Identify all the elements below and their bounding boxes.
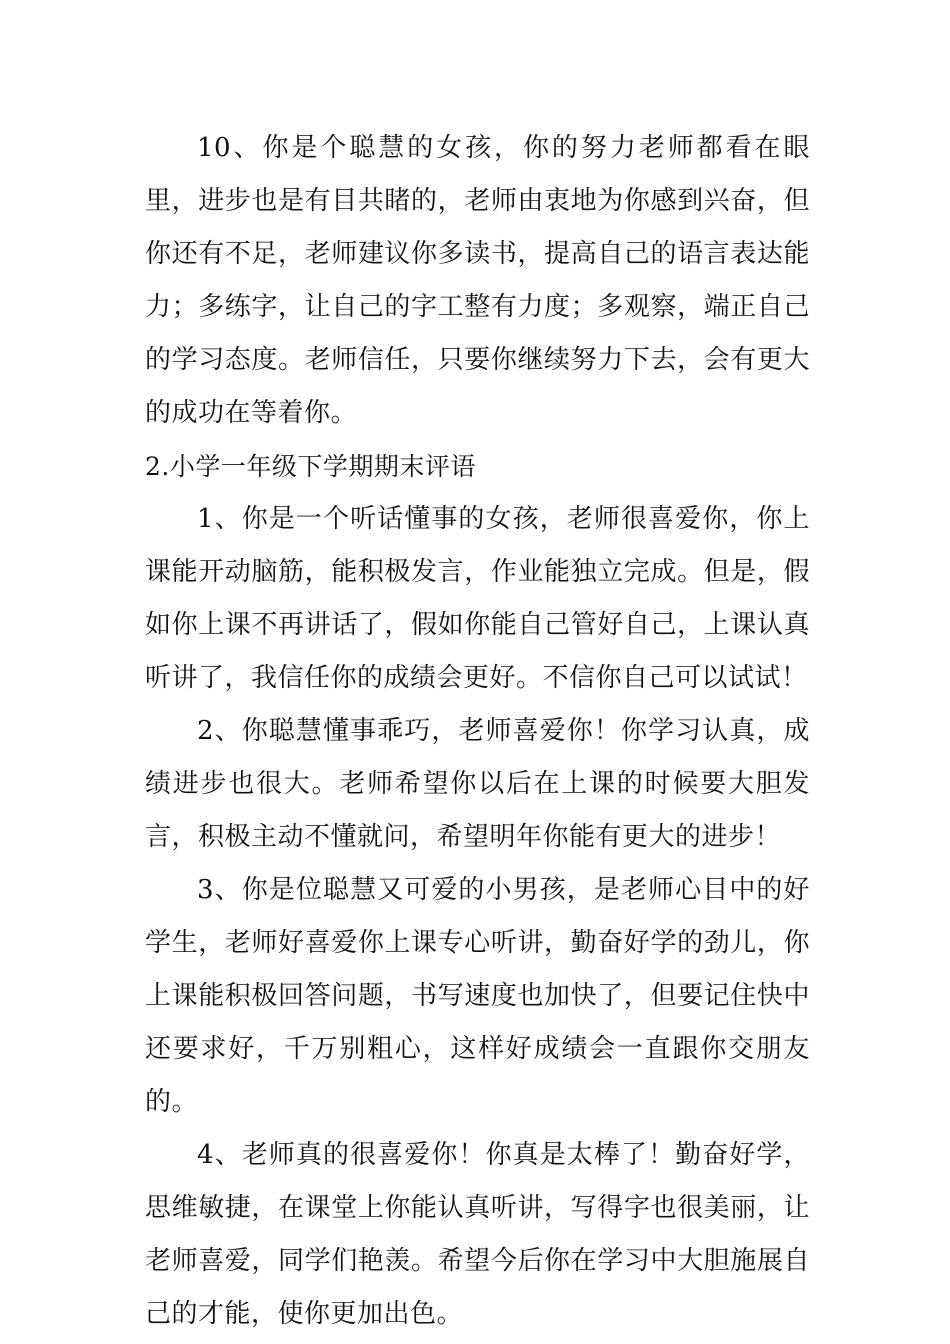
comment-paragraph-4: 4、老师真的很喜爱你！你真是太棒了！勤奋好学，思维敏捷，在课堂上你能认真听讲，写得字也很美丽，让老师喜爱，同学们艳羡。希望今后你在学习中大胆施展自己的才能，使你更加出色。 <box>145 1140 810 1329</box>
comment-paragraph-2: 2、你聪慧懂事乖巧，老师喜爱你！你学习认真，成绩进步也很大。老师希望你以后在上课的时候要大胆发言，积极主动不懂就问，希望明年你能有更大的进步！ <box>145 716 810 852</box>
comment-paragraph-3: 3、你是位聪慧又可爱的小男孩，是老师心目中的好学生，老师好喜爱你上课专心听讲，勤奋好学的劲儿，你上课能积极回答问题，书写速度也加快了，但要记住快中还要求好，千万别粗心，这样好成绩会一直跟你交朋友的。 <box>145 875 810 1117</box>
comment-paragraph-10: 10、你是个聪慧的女孩，你的努力老师都看在眼里，进步也是有目共睹的，老师由衷地为你感到兴奋，但你还有不足，老师建议你多读书，提高自己的语言表达能力；多练字，让自己的字工整有力度；多观察，端正自己的学习态度。老师信任，只要你继续努力下去，会有更大的成功在等着你。 <box>145 133 810 428</box>
document-body <box>145 122 810 1341</box>
section-heading: 2.小学一年级下学期期末评语 <box>145 452 476 481</box>
comment-paragraph-1: 1、你是一个听话懂事的女孩，老师很喜爱你，你上课能开动脑筋，能积极发言，作业能独立完成。但是，假如你上课不再讲话了，假如你能自己管好自己，上课认真听讲了，我信任你的成绩会更好。不信你自己可以试试！ <box>145 504 810 693</box>
